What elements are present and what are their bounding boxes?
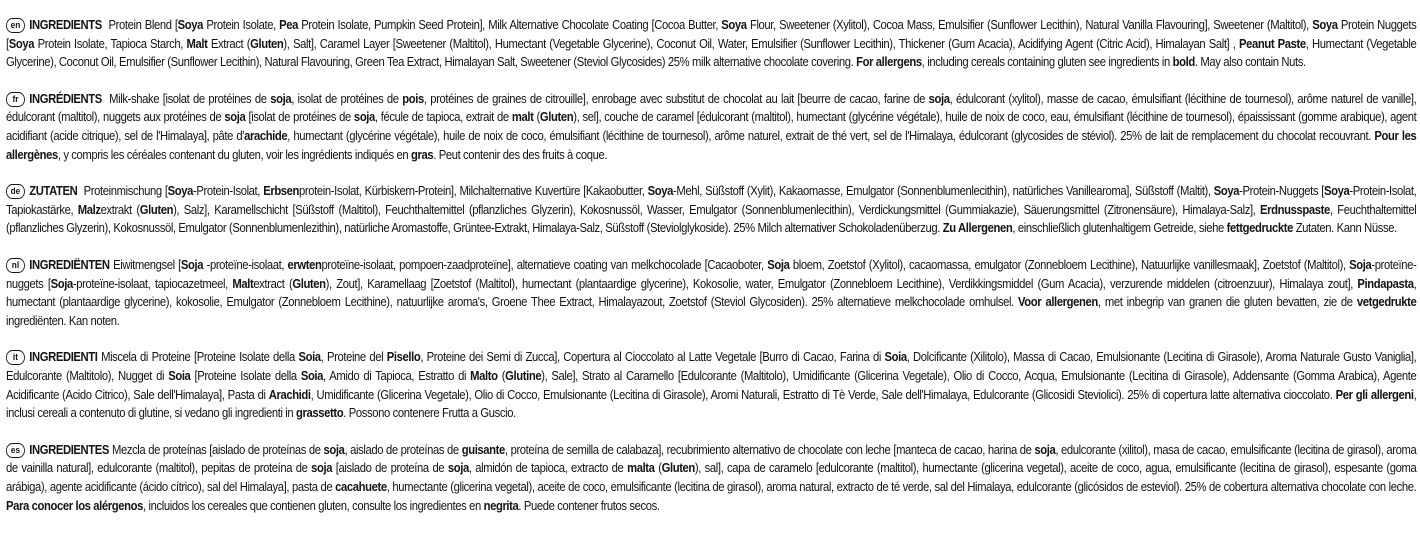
ingredient-text-en: Protein Isolate, Pumpkin Seed Protein], Milk Alternative Chocolate Coating [Cocoa Butter,	[297, 17, 722, 33]
allergen-term-de: Soya	[167, 183, 194, 199]
ingredient-text-es: [aislado de proteína de	[332, 460, 448, 476]
section-heading-it: INGREDIENTI	[29, 349, 98, 365]
ingredient-text-de: -Protein-Isolat, Tapiokastärke,	[6, 183, 1417, 217]
ingredient-text-en: Flour, Sweetener (Xylitol), Cocoa Mass, Emulsifier (Sunflower Lecithin), Natural Vanilla Flavouring], Sweetener (Maltitol),	[746, 17, 1313, 33]
ingredient-text-nl: proteïne-isolaat, pompoen-zaadproteïne], alternatieve coating van melkchocolade [Cacaoboter,	[321, 257, 768, 273]
ingredient-text-en: Protein Blend [	[108, 17, 178, 33]
ingredients-section-fr	[6, 90, 1416, 164]
allergen-term-en: bold	[1172, 54, 1195, 70]
allergen-term-nl: Soja	[1349, 257, 1372, 273]
ingredient-text-es: , almidón de tapioca, extracto de	[468, 460, 628, 476]
ingredient-text-it: ), Sale], Strato al Caramello [Edulcorante (Maltitolo), Umidificante (Glicerina Vegetale), Olio di Cocco, Acqua, Emulsionante (Lecitina di Girasole), Addensante (Gomma Arabica), Agente Acidificante (Acido Citrico), Sale dell'Himalaya], Pasta di	[6, 368, 1417, 402]
ingredient-text-nl: ), Zout], Karamellaag [Zoetstof (Maltitol), humectant (plantaardige glycerine), Kokosolie, water, Emulgator (Zonnebloem Lecithine), Verdikkingsmiddel (Gum Acacia), verzurende middelen (citroenzuur), Himalaya zout],	[325, 275, 1358, 291]
allergen-term-nl: Pindapasta	[1357, 275, 1414, 291]
section-heading-en: INGREDIENTS	[29, 17, 102, 33]
section-body-nl	[6, 257, 1416, 328]
allergen-term-fr: soja	[928, 90, 950, 106]
ingredient-text-it: , Dolcificante (Xilitolo), Massa di Cacao, Emulsionante (Lecitina di Girasole), Aroma Naturale Gusto Vaniglia], Edulcorante (Maltitolo), Nugget di	[6, 349, 1417, 383]
ingredient-text-de: ), Salz], Karamellschicht [Süßstoff (Maltitol), Feuchthaltemittel (pflanzliches Glyzerin), Kokosnussöl, Wasser, Emulgator (Sonnenblumenlecithin), Verdickungsmittel (Gummiakazie), Säuerungsmittel (Zitronensäure), Himalaya-Salz],	[173, 201, 1261, 217]
allergen-term-de: Soya	[1323, 183, 1350, 199]
allergen-term-nl: Soja	[180, 257, 204, 273]
allergen-term-nl: Malt	[232, 275, 254, 291]
ingredient-text-en: Protein Isolate, Tapioca Starch,	[34, 35, 187, 51]
ingredient-text-de: protein-Isolat, Kürbiskern-Protein], Milchalternative Kuvertüre [Kakaobutter,	[299, 183, 648, 199]
allergen-term-de: Soya	[1213, 183, 1240, 199]
ingredient-text-en: Protein Nuggets [	[6, 17, 1417, 51]
allergen-term-fr: soja	[270, 90, 292, 106]
allergen-term-nl: Soja	[767, 257, 790, 273]
ingredient-text-fr: , isolat de protéines de	[291, 90, 403, 106]
language-badge-en: en	[6, 18, 25, 33]
ingredient-text-es: . Puede contener frutos secos.	[518, 497, 660, 513]
ingredient-text-fr: [isolat de protéines de	[245, 109, 354, 125]
ingredient-text-es: , proteína de semilla de calabaza], recubrimiento alternativo de chocolate con leche [manteca de cacao, harina de	[504, 441, 1035, 457]
ingredient-text-fr: , protéines de graines de citrouille], enrobage avec substitut de chocolat au lait [beurre de cacao, farine de	[423, 90, 929, 106]
ingredient-text-nl: , humectant (plantaardige glycerine), kokosolie, Emulgator (Zonnebloem Lecithine), natuurlijke aroma's, Groene Thee Extract, Himalayazout, Zoetstof (Steviol Glycosiden). 25% alternatieve melkchocolade omhulsel.	[6, 275, 1417, 310]
ingredients-section-de	[6, 182, 1416, 238]
allergen-term-fr: arachide	[244, 128, 288, 144]
ingredient-text-en: Protein Isolate,	[203, 17, 280, 33]
ingredient-text-it: , Amido di Tapioca, Estratto di	[323, 368, 471, 383]
section-heading-de: ZUTATEN	[29, 183, 78, 199]
allergen-term-nl: vetgedrukte	[1356, 294, 1417, 310]
allergen-term-es: soja	[311, 460, 333, 476]
allergen-term-it: Pisello	[386, 349, 421, 365]
ingredient-text-fr: Milk-shake [isolat de protéines de	[109, 90, 271, 106]
allergen-term-en: Malt	[186, 35, 208, 51]
allergen-term-es: Para conocer los alérgenos	[6, 497, 144, 513]
ingredient-text-de: , einschließlich glutenhaltigem Getreide, siehe	[1012, 220, 1227, 236]
allergen-term-en: Soya	[8, 35, 35, 51]
language-badge-nl: nl	[6, 258, 25, 273]
ingredient-text-en: , Humectant (Vegetable Glycerine), Coconut Oil, Emulsifier (Sunflower Lecithin), Natural Flavouring, Green Tea Extract, Himalayan Salt, Sweetener (Steviol Glycosides) 25% milk alternative chocolate covering.	[6, 35, 1417, 70]
ingredient-text-fr: ), sel], couche de caramel [édulcorant (maltitol), humectant (glycérine végétale), huile de noix de coco, eau, émulsifiant (lécithine de tournesol), épaississant (gomme arabique), agent acidifiant (acide citrique), sel de l'Himalaya], pâte d'	[6, 109, 1417, 144]
ingredient-text-it: (	[497, 368, 506, 383]
allergen-term-es: soja	[323, 441, 345, 457]
ingredient-text-en: . May also contain Nuts.	[1194, 54, 1306, 70]
allergen-term-es: Gluten	[661, 460, 695, 476]
allergen-term-nl: Voor allergenen	[1017, 294, 1098, 310]
ingredient-text-nl: , met inbegrip van granen die gluten bevatten, zie de	[1097, 294, 1357, 310]
ingredient-text-it: [Proteine Isolate della	[190, 368, 301, 383]
ingredient-text-it: , inclusi cereali a contenuto di glutine, si vedano gli ingredienti in	[6, 386, 1417, 421]
ingredient-text-de: extrakt (	[100, 201, 140, 217]
section-body-es	[6, 442, 1416, 513]
allergen-term-nl: erwten	[287, 257, 322, 273]
ingredient-text-nl: ingrediënten. Kan noten.	[6, 312, 120, 328]
ingredient-text-de: -Protein-Isolat,	[193, 183, 264, 199]
allergen-term-fr: soja	[224, 109, 246, 125]
ingredient-text-es: , aislado de proteínas de	[344, 441, 462, 457]
ingredient-text-it: , Umidificante (Glicerina Vegetale), Olio di Cocco, Emulsionante (Lecitina di Girasole), Aromi Naturali, Estratto di Tè Verde, Sale dell'Himalaya, Edulcorante (Glicosidi Steviolici). 25% di copertura latte alternativa cioccolato.	[310, 386, 1336, 402]
section-body-it	[6, 349, 1416, 420]
allergen-term-it: Malto	[470, 368, 498, 383]
allergen-term-en: Soya	[1312, 17, 1338, 33]
ingredients-section-it	[6, 348, 1416, 422]
allergen-term-it: Arachidi	[268, 386, 311, 402]
language-badge-es: es	[6, 443, 25, 458]
allergen-term-fr: gras	[410, 146, 434, 162]
ingredient-text-nl: -proteïne-isolaat,	[203, 257, 288, 273]
section-heading-fr: INGRÉDIENTS	[29, 90, 102, 106]
ingredient-text-es: , edulcorante (xilitol), masa de cacao, emulsificante (lecitina de girasol), aroma de vainilla natural], edulcorante (maltitol), pepitas de proteína de	[6, 441, 1417, 476]
allergen-term-es: soja	[1034, 441, 1056, 457]
allergen-term-fr: pois	[402, 90, 424, 106]
ingredient-text-es: , humectante (glicerina vegetal), aceite de coco, emulsificante (lecitina de girasol), aroma natural, extracto de té verde, sal del Himalaya, edulcorante (glicósidos de esteviol). 25% de cobertura alternativa chocolate con leche.	[386, 478, 1417, 494]
allergen-term-it: grassetto	[296, 405, 344, 421]
allergen-term-es: guisante	[461, 441, 505, 457]
ingredient-text-fr: . Peut contenir des des fruits à coque.	[433, 146, 608, 162]
ingredient-text-fr: , humectant (glycérine végétale), huile de noix de coco, émulsifiant (lécithine de tournesol), arôme naturel, extrait de thé vert, sel de l'Himalaya, édulcorant (glycosides de stéviol). 25% de lait de remplacement du chocolat recouvrant.	[287, 128, 1375, 144]
allergen-term-en: For allergens	[856, 54, 922, 70]
ingredient-text-it: , Proteine del	[320, 349, 387, 365]
ingredient-text-es: (	[654, 460, 662, 476]
allergen-term-en: Soya	[721, 17, 747, 33]
allergen-term-de: Gluten	[139, 201, 174, 217]
ingredient-text-de: -Mehl, Süßstoff (Xylit), Kakaomasse, Emulgator (Sonnenblumenlecithin), natürliches Vanillearoma], Süßstoff (Maltit),	[673, 183, 1214, 199]
ingredient-text-it: . Possono contenere Frutta a Guscio.	[343, 405, 516, 421]
allergen-term-it: Soia	[168, 368, 191, 383]
ingredient-text-es: Mezcla de proteínas [aislado de proteínas de	[109, 441, 324, 457]
allergen-term-en: Gluten	[250, 35, 284, 51]
ingredient-text-en: Extract (	[207, 35, 251, 51]
allergen-term-it: Glutine	[505, 368, 542, 383]
ingredient-text-fr: , fécule de tapioca, extrait de	[374, 109, 512, 125]
ingredient-text-de: , Feuchthaltemittel (pflanzliches Glyzerin), Kokosnussöl, Emulgator (Sonnenblumenlezithin), natürliche Aromastoffe, Grüntee-Extrakt, Himalaya-Salz, Süßstoff (Steviolglykoside). 25% Milch alternativer Schokoladenüberzug.	[6, 201, 1417, 236]
ingredient-text-fr: , édulcorant (xylitol), masse de cacao, émulsifiant (lécithine de tournesol), arôme naturel de vanille], édulcorant (maltitol), nuggets aux protéines de	[6, 90, 1417, 125]
ingredient-text-fr: , y compris les céréales contenant du gluten, voir les ingrédients indiqués en	[57, 146, 411, 162]
allergen-term-nl: Gluten	[292, 275, 326, 291]
allergen-term-es: negrita	[483, 497, 519, 513]
allergen-term-fr: soja	[353, 109, 375, 125]
allergen-term-en: Pea	[279, 17, 298, 33]
section-heading-nl: INGREDIËNTEN	[29, 257, 110, 273]
language-badge-de: de	[6, 184, 25, 199]
ingredient-text-it: Miscela di Proteine [Proteine Isolate della	[101, 349, 299, 365]
allergen-term-de: Malz	[77, 201, 101, 217]
section-body-de	[6, 183, 1416, 235]
ingredient-text-en: , including cereals containing gluten see ingredients in	[921, 54, 1173, 70]
ingredient-text-es: ), sal], capa de caramelo [edulcorante (maltitol), humectante (glicerina vegetal), aceite de coco, agua, emulsificante (lecitina de girasol), espesante (goma arábiga), agente acidificante (ácido cítrico), sal del Himalaya], pasta de	[6, 460, 1417, 494]
allergen-term-de: Erbsen	[263, 183, 300, 199]
ingredient-text-es: , incluidos los cereales que contienen gluten, consulte los ingredientes en	[143, 497, 484, 513]
ingredient-text-de: Proteinmischung [	[83, 183, 168, 199]
allergen-term-es: cacahuete	[335, 478, 387, 494]
section-body-en	[6, 17, 1416, 69]
allergen-term-en: Soya	[177, 17, 204, 33]
allergen-term-fr: Gluten	[539, 109, 574, 125]
allergen-term-fr: Pour les allergènes	[6, 128, 1417, 162]
ingredient-text-nl: bloem, Zoetstof (Xylitol), cacaomassa, emulgator (Zonnebloem Lecithine), Natuurlijke vanillesmaak], Zoetstof (Maltitol),	[789, 257, 1350, 273]
allergen-term-fr: malt	[511, 109, 534, 125]
ingredient-text-nl: -proteïne-nuggets [	[6, 257, 1417, 291]
allergen-term-de: fettgedruckte	[1226, 220, 1293, 236]
ingredients-section-es	[6, 441, 1416, 515]
ingredient-text-de: Zutaten. Kann Nüsse.	[1292, 220, 1397, 236]
allergen-term-it: Per gli allergeni	[1335, 386, 1414, 402]
ingredients-section-en	[6, 16, 1416, 72]
allergen-term-de: Soya	[647, 183, 674, 199]
section-heading-es: INGREDIENTES	[29, 441, 110, 457]
ingredient-text-fr: (	[533, 109, 540, 125]
language-badge-fr: fr	[6, 92, 25, 107]
allergen-term-de: Zu Allergenen	[942, 220, 1013, 236]
ingredient-text-de: -Protein-Nuggets [	[1239, 183, 1324, 199]
ingredient-text-nl: extract (	[253, 275, 293, 291]
allergen-term-it: Soia	[884, 349, 907, 365]
allergen-term-es: soja	[447, 460, 469, 476]
section-body-fr	[6, 91, 1416, 162]
ingredient-text-nl: Eiwitmengsel [	[113, 257, 181, 273]
ingredient-text-en: ), Salt], Caramel Layer [Sweetener (Maltitol), Humectant (Vegetable Glycerine), Coconut Oil, Water, Emulsifier (Sunflower Lecithin), Thickener (Gum Acacia), Acidifying Agent (Citric Acid), Himalayan Salt] ,	[283, 35, 1239, 51]
allergen-term-en: Peanut Paste	[1238, 35, 1306, 51]
language-badge-it: it	[6, 350, 25, 365]
allergen-term-it: Soia	[298, 349, 321, 365]
ingredient-text-it: , Proteine dei Semi di Zucca], Copertura al Cioccolato al Latte Vegetale [Burro di Cacao, Farina di	[420, 349, 885, 365]
allergen-term-es: malta	[627, 460, 655, 476]
allergen-term-nl: Soja	[50, 275, 73, 291]
ingredients-section-nl	[6, 256, 1416, 330]
allergen-term-it: Soia	[300, 368, 324, 383]
allergen-term-de: Erdnusspaste	[1260, 201, 1330, 217]
ingredient-text-nl: -proteïne-isolaat, tapiocazetmeel,	[72, 275, 233, 291]
